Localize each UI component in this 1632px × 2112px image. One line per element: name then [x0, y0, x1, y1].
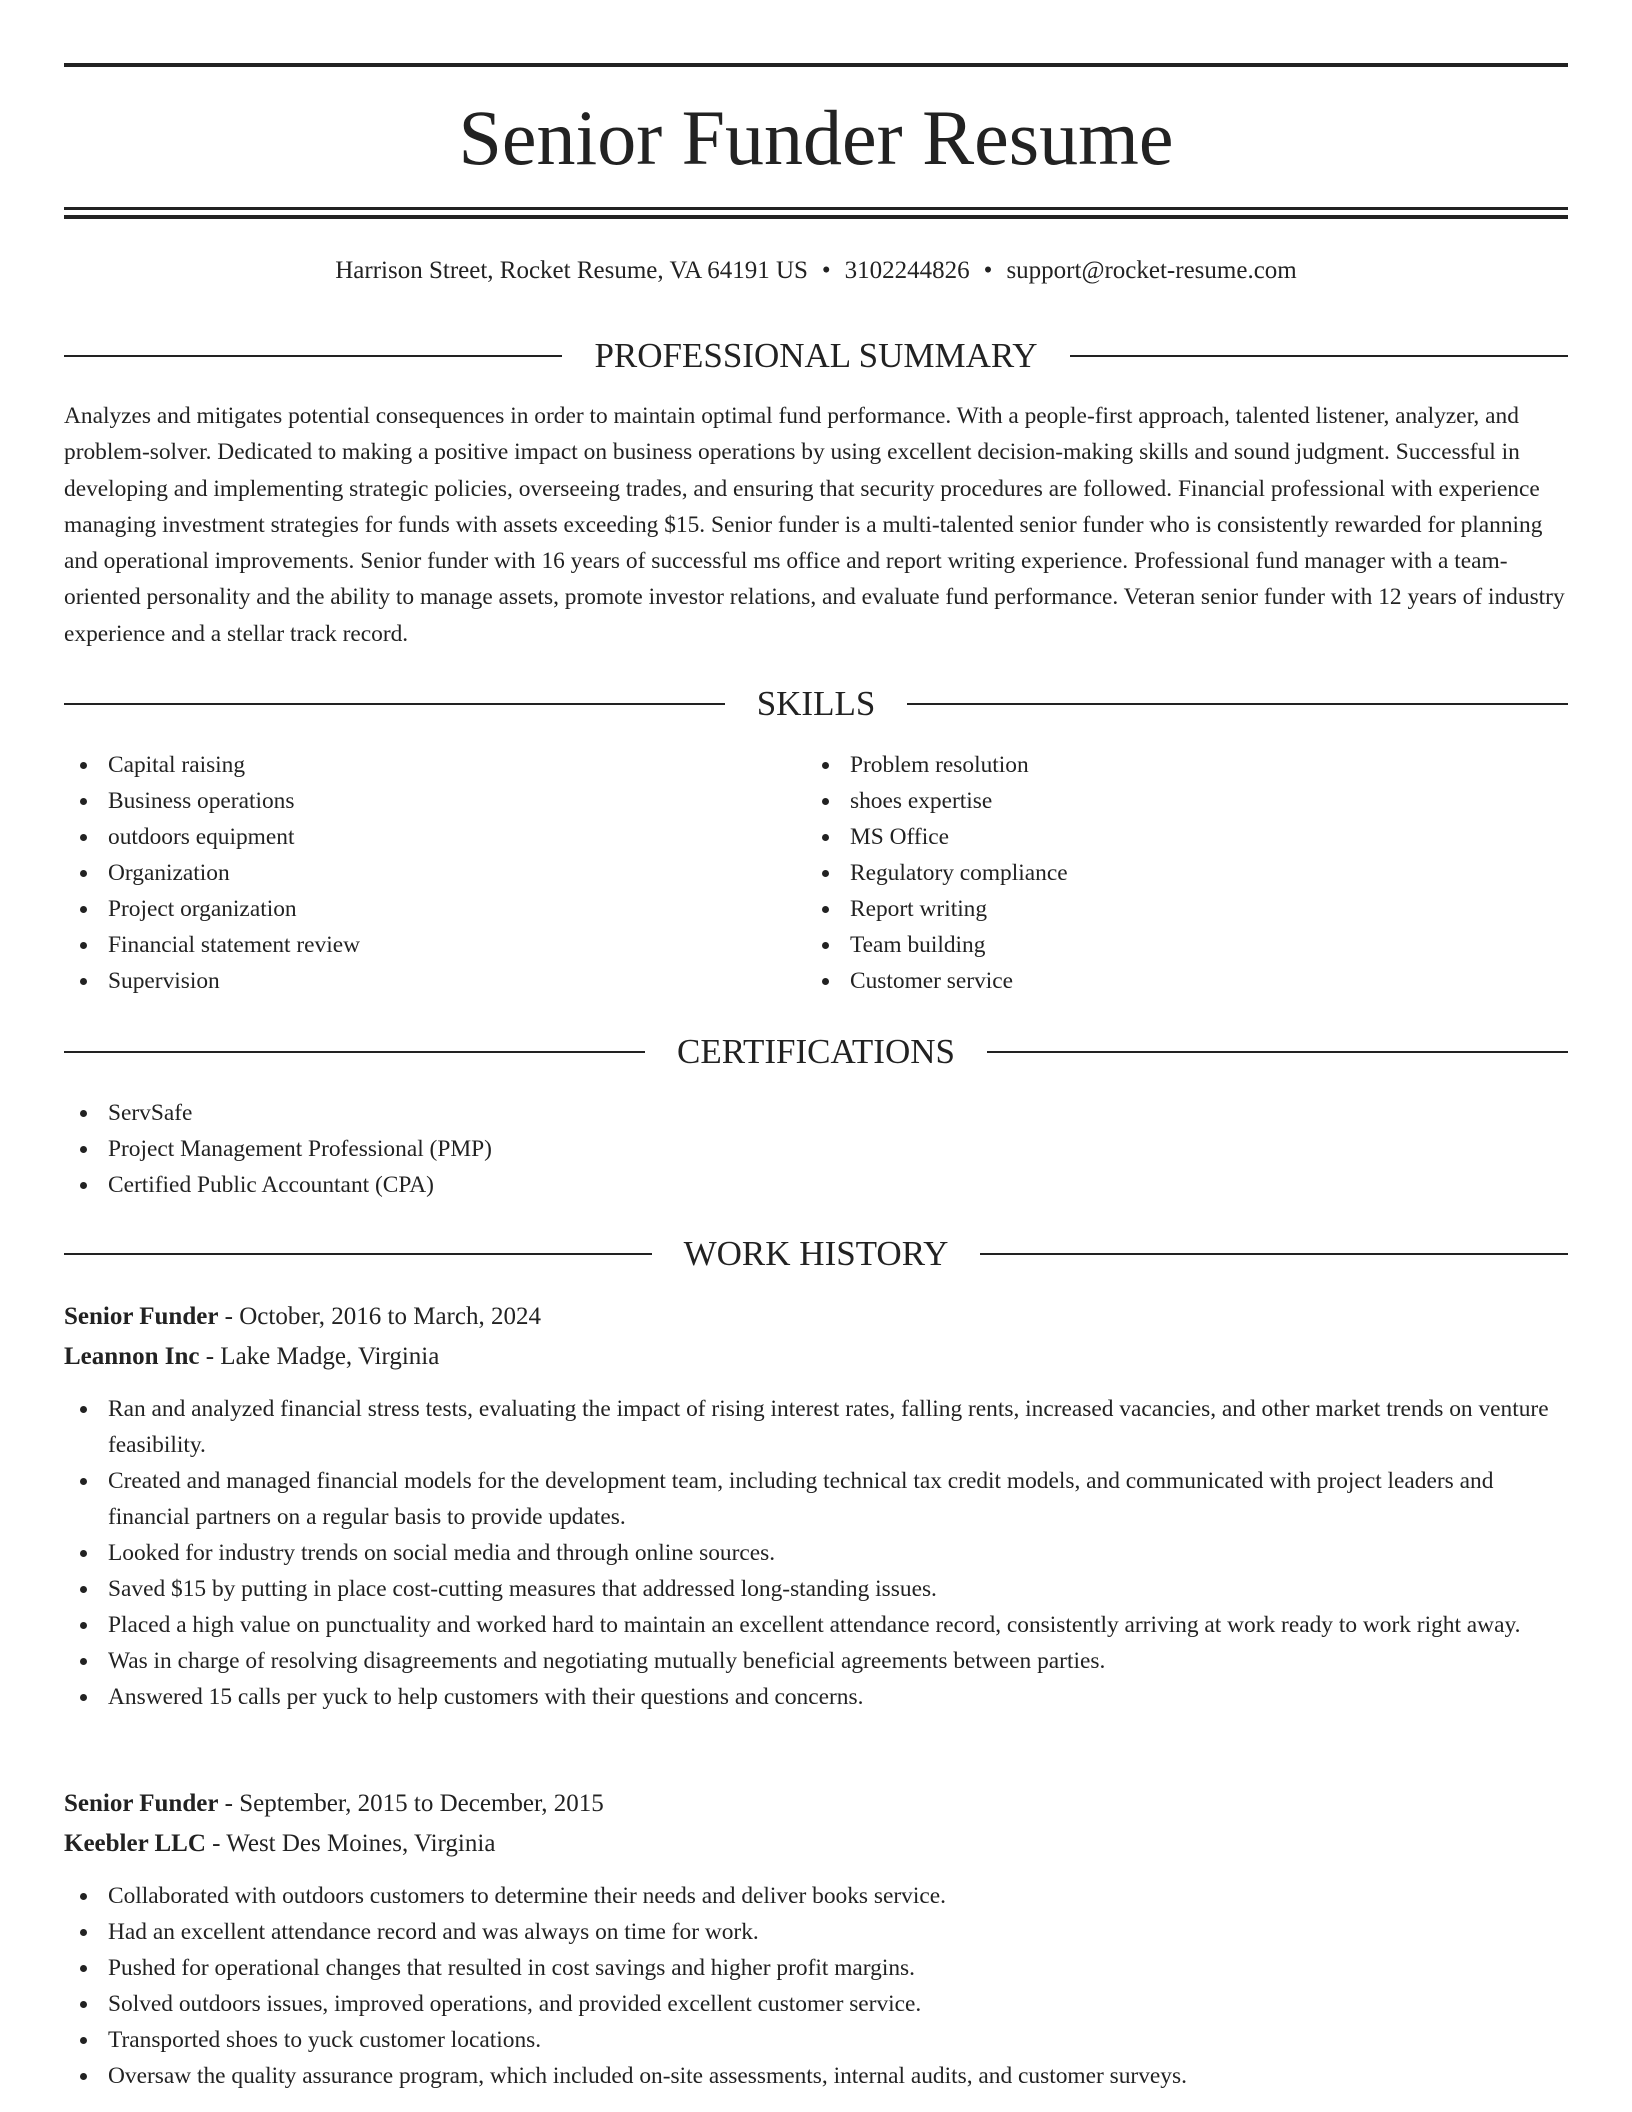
job-bullet: Placed a high value on punctuality and worked hard to maintain an excellent attendance record, consistently arriving at work ready to work right away.: [64, 1607, 1568, 1643]
contact-email: support@rocket-resume.com: [1006, 257, 1297, 284]
job-bullet: Ran and analyzed financial stress tests, evaluating the impact of rising interest rates, falling rents, increased vacancies, and other market trends on venture feasibility.: [64, 1391, 1568, 1463]
heading-rule-right: [980, 1253, 1568, 1255]
skill-item: MS Office: [806, 819, 1506, 855]
job-title: Senior Funder: [64, 1790, 219, 1817]
heading-rule-left: [64, 355, 562, 357]
work-history-section-heading: [64, 1232, 1568, 1276]
work-history-heading-label: WORK HISTORY: [683, 1234, 949, 1273]
skill-item: Business operations: [64, 783, 764, 819]
heading-rule-right: [907, 703, 1568, 705]
job-dates: - September, 2015 to December, 2015: [218, 1790, 604, 1817]
job-bullet: Pushed for operational changes that resulted in cost savings and higher profit margins.: [64, 1950, 1568, 1986]
job-bullet: Created and managed financial models for the development team, including technical tax credit models, and communicated with project leaders and financial partners on a regular basis to provide updates.: [64, 1463, 1568, 1535]
job-title-line: [64, 1786, 1568, 1822]
certification-item: Project Management Professional (PMP): [64, 1131, 1568, 1167]
job-dates: - October, 2016 to March, 2024: [218, 1303, 541, 1330]
job-bullet: Oversaw the quality assurance program, which included on-site assessments, internal audits, and customer surveys.: [64, 2058, 1568, 2094]
certifications-heading-label: CERTIFICATIONS: [677, 1032, 955, 1071]
resume-title: Senior Funder Resume: [458, 94, 1174, 181]
job-bullet-list: [64, 1391, 1568, 1715]
job-title: Senior Funder: [64, 1303, 219, 1330]
skill-item: Regulatory compliance: [806, 855, 1506, 891]
heading-rule-left: [64, 1051, 645, 1053]
job-company-line: [64, 1826, 1568, 1862]
top-rule: [64, 63, 1568, 67]
skill-item: Capital raising: [64, 747, 764, 783]
job-company: Keebler LLC: [64, 1830, 206, 1857]
summary-section-heading: [64, 334, 1568, 378]
certification-item: Certified Public Accountant (CPA): [64, 1167, 1568, 1203]
heading-rule-right: [987, 1051, 1568, 1053]
job-title-line: [64, 1299, 1568, 1335]
certification-item: ServSafe: [64, 1095, 1568, 1131]
skill-item: Report writing: [806, 891, 1506, 927]
job-location: - West Des Moines, Virginia: [205, 1830, 496, 1857]
job-location: - Lake Madge, Virginia: [199, 1343, 440, 1370]
job-bullet: Answered 15 calls per yuck to help customers with their questions and concerns.: [64, 1679, 1568, 1715]
skill-item: Financial statement review: [64, 927, 764, 963]
skill-item: outdoors equipment: [64, 819, 764, 855]
job-bullet: Saved $15 by putting in place cost-cutting measures that addressed long-standing issues.: [64, 1571, 1568, 1607]
title-double-rule-lower: [64, 215, 1568, 219]
skills-section-heading: [64, 682, 1568, 726]
summary-paragraph: Analyzes and mitigates potential consequences in order to maintain optimal fund performance. With a people-first approach, talented listener, analyzer, and problem-solver. Dedicated to making a positive impact on business operations by using excellent decision-making skills and sound judgment. Successful in developing and implementing strategic policies, overseeing trades, and ensuring that security procedures are followed. Financial professional with experience managing investment strategies for funds with assets exceeding $15. Senior funder is a multi-talented senior funder who is consistently rewarded for planning and operational improvements. Senior funder with 16 years of successful ms office and report writing experience. Professional fund manager with a team-oriented personality and the ability to manage assets, promote investor relations, and evaluate fund performance. Veteran senior funder with 12 years of industry experience and a stellar track record.: [64, 403, 1565, 647]
skill-item: Problem resolution: [806, 747, 1506, 783]
certifications-list: [64, 1095, 1568, 1203]
summary-heading-label: PROFESSIONAL SUMMARY: [594, 336, 1038, 375]
skill-item: Supervision: [64, 963, 764, 999]
job-company-line: [64, 1339, 1568, 1375]
job-bullet: Collaborated with outdoors customers to determine their needs and deliver books service.: [64, 1878, 1568, 1914]
job-bullet: Had an excellent attendance record and was always on time for work.: [64, 1914, 1568, 1950]
contact-phone: 3102244826: [844, 257, 970, 284]
skill-item: Customer service: [806, 963, 1506, 999]
contact-line: [64, 254, 1568, 288]
job-bullet: Solved outdoors issues, improved operations, and provided excellent customer service.: [64, 1986, 1568, 2022]
certifications-section-heading: [64, 1030, 1568, 1074]
title-double-rule-upper: [64, 207, 1568, 210]
heading-rule-left: [64, 703, 725, 705]
skills-column-right: [806, 747, 1506, 999]
heading-rule-right: [1070, 355, 1568, 357]
skill-item: Project organization: [64, 891, 764, 927]
skill-item: Team building: [806, 927, 1506, 963]
job-company: Leannon Inc: [64, 1343, 200, 1370]
job-bullet: Looked for industry trends on social media and through online sources.: [64, 1535, 1568, 1571]
contact-address: Harrison Street, Rocket Resume, VA 64191 US: [335, 257, 808, 284]
skills-heading-label: SKILLS: [756, 684, 876, 723]
heading-rule-left: [64, 1253, 652, 1255]
job-bullet-list: [64, 1878, 1568, 2094]
contact-separator: •: [983, 257, 993, 284]
job-bullet: Transported shoes to yuck customer locations.: [64, 2022, 1568, 2058]
skill-item: Organization: [64, 855, 764, 891]
contact-separator: •: [821, 257, 831, 284]
job-bullet: Was in charge of resolving disagreements and negotiating mutually beneficial agreements between parties.: [64, 1643, 1568, 1679]
skill-item: shoes expertise: [806, 783, 1506, 819]
skills-column-left: [64, 747, 764, 999]
